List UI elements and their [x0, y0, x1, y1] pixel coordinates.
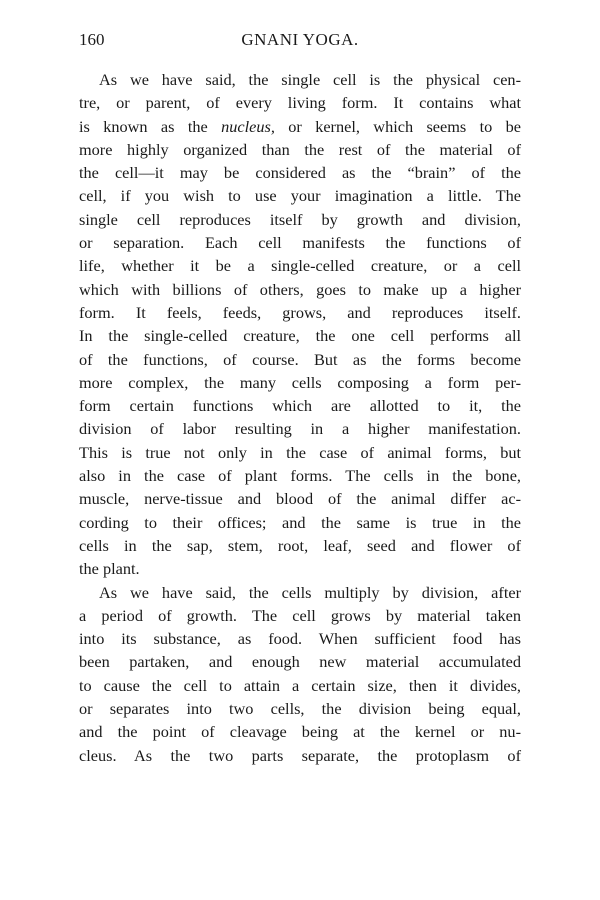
text-line: more complex, the many cells composing a form per-: [79, 372, 521, 392]
text-line: cell, if you wish to use your imagination a little. The: [79, 186, 521, 206]
text-line: more highly organized than the rest of the material of: [79, 139, 521, 159]
text-line: a period of growth. The cell grows by material taken: [79, 605, 521, 625]
page-number: 160: [79, 30, 105, 49]
text-line: This is true not only in the case of animal forms, but: [79, 442, 521, 462]
text-line: form. It feels, feeds, grows, and reproduces itself.: [79, 302, 521, 322]
text-line: [79, 115, 521, 138]
text-line: life, whether it be a single-celled creature, or a cell: [79, 256, 521, 276]
text-line: division of labor resulting in a higher manifestation.: [79, 419, 521, 439]
text-span: is known as the: [79, 116, 222, 136]
text-line: to cause the cell to attain a certain size, then it divides,: [79, 675, 521, 695]
text-line: single cell reproduces itself by growth and division,: [79, 209, 521, 229]
text-line: muscle, nerve-tissue and blood of the animal differ ac-: [79, 489, 521, 509]
text-line: also in the case of plant forms. The cells in the bone,: [79, 466, 521, 486]
text-line: tre, or parent, of every living form. It contains what: [79, 93, 521, 113]
body-text: [79, 68, 521, 767]
text-line: As we have said, the single cell is the physical cen-: [99, 70, 521, 89]
text-span: or kernel, which seems to be: [274, 116, 522, 136]
text-line: or separation. Each cell manifests the functions of: [79, 233, 521, 253]
text-line: cleus. As the two parts separate, the protoplasm of: [79, 745, 521, 765]
text-line: been partaken, and enough new material accumulated: [79, 652, 521, 672]
running-title: GNANI YOGA.: [241, 30, 359, 49]
text-line: of the functions, of course. But as the forms become: [79, 349, 521, 369]
text-line: As we have said, the cells multiply by division, after: [99, 582, 521, 602]
text-line: form certain functions which are allotted to it, the: [79, 396, 521, 416]
text-line: which with billions of others, goes to make up a higher: [79, 279, 521, 299]
text-line: or separates into two cells, the division being equal,: [79, 699, 521, 719]
text-line: In the single-celled creature, the one cell performs all: [79, 326, 521, 346]
text-line: into its substance, as food. When sufficient food has: [79, 629, 521, 649]
text-line: and the point of cleavage being at the kernel or nu-: [79, 722, 521, 742]
text-line: the cell—it may be considered as the “brain” of the: [79, 163, 521, 183]
italic-term: nucleus,: [221, 116, 275, 136]
text-line: the plant.: [79, 559, 140, 579]
text-line: cells in the sap, stem, root, leaf, seed and flower of: [79, 535, 521, 555]
text-line: cording to their offices; and the same is true in the: [79, 512, 521, 532]
